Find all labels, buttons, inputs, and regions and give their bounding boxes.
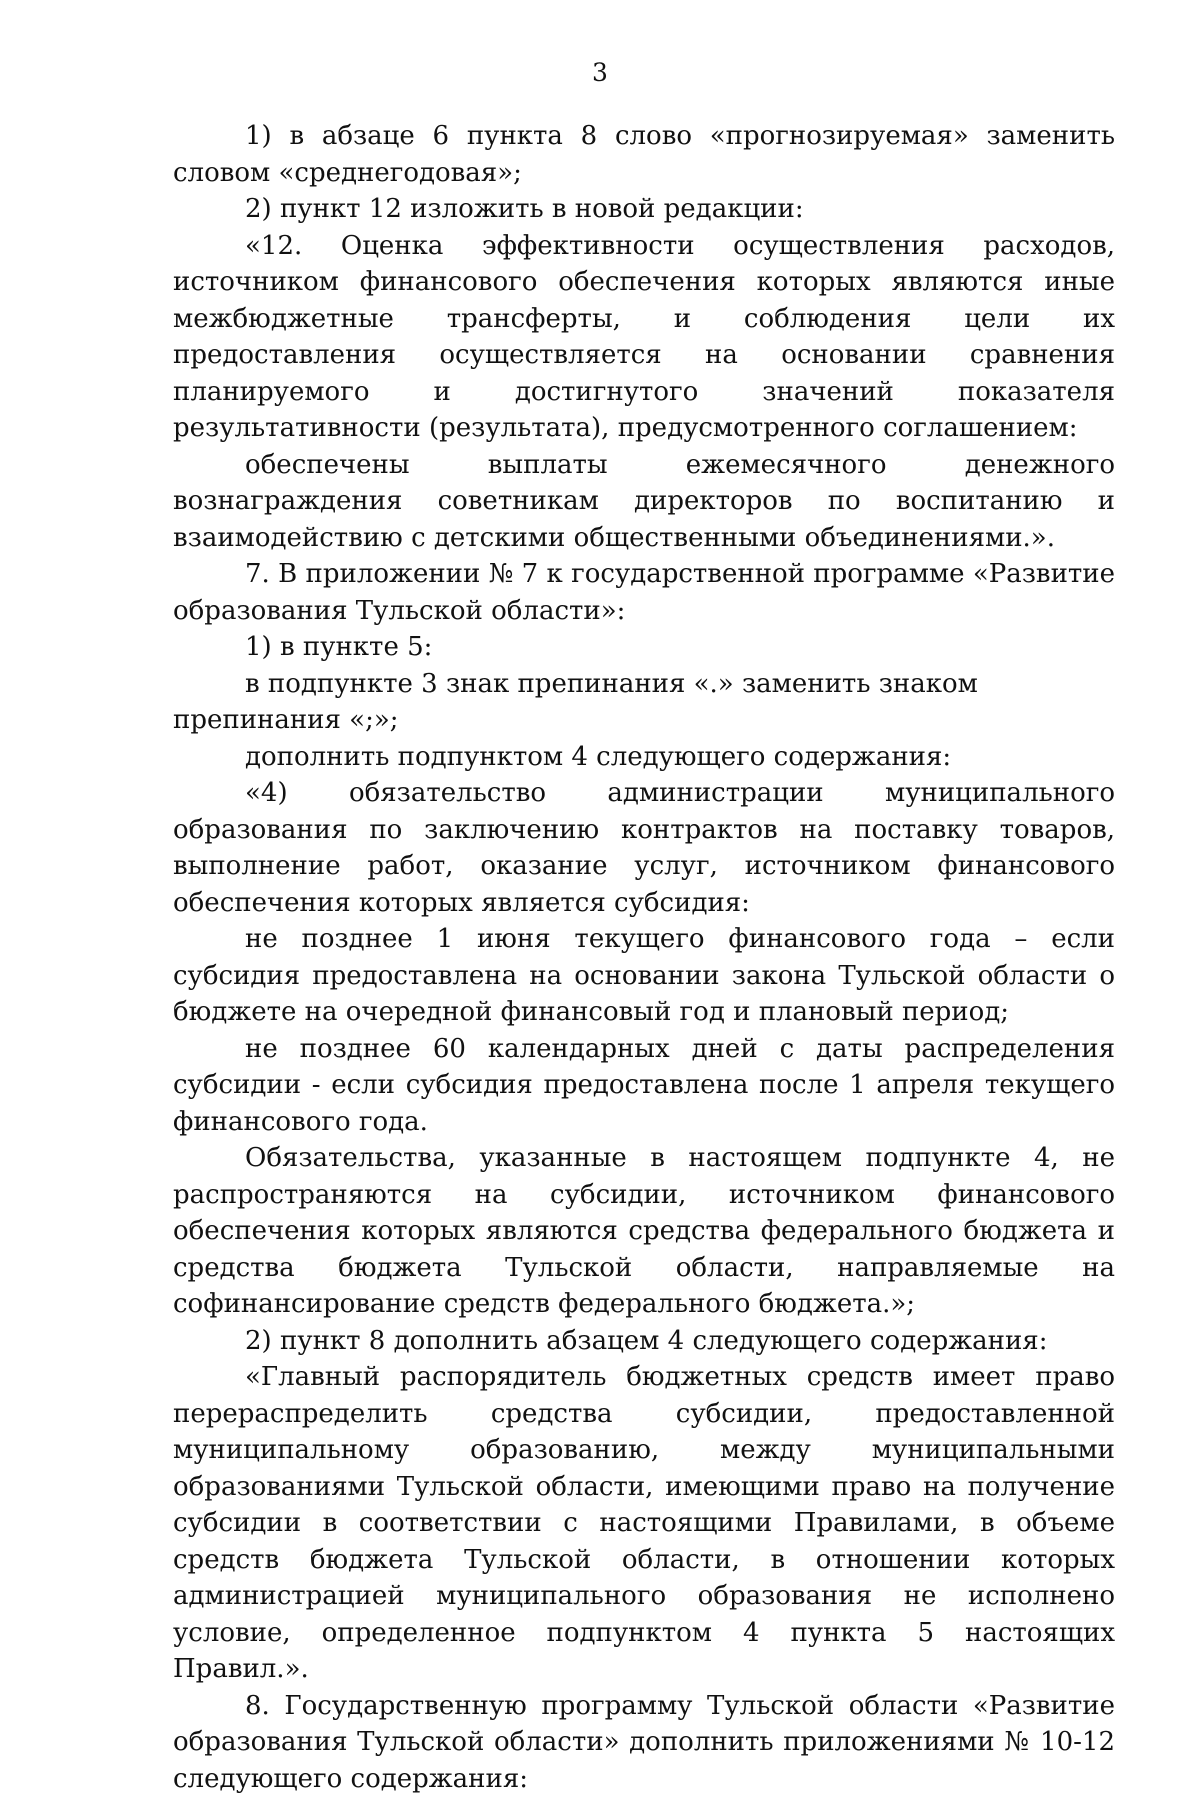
paragraph-6: 1) в пункте 5: <box>173 629 1115 666</box>
paragraph-8: дополнить подпунктом 4 следующего содержания: <box>173 739 1115 776</box>
paragraph-2: 2) пункт 12 изложить в новой редакции: <box>173 191 1115 228</box>
paragraph-7: в подпункте 3 знак препинания «.» заменить знаком препинания «;»; <box>173 666 1115 739</box>
page-number: 3 <box>0 58 1200 88</box>
paragraph-5: 7. В приложении № 7 к государственной программе «Развитие образования Тульской области»: <box>173 556 1115 629</box>
paragraph-10: не позднее 1 июня текущего финансового года – если субсидия предоставлена на основании закона Тульской области о бюджете на очередной финансовый год и плановый период; <box>173 921 1115 1031</box>
paragraph-13: 2) пункт 8 дополнить абзацем 4 следующего содержания: <box>173 1323 1115 1360</box>
paragraph-15: 8. Государственную программу Тульской области «Развитие образования Тульской области» дополнить приложениями № 10-12 следующего содержания: <box>173 1688 1115 1797</box>
paragraph-9: «4) обязательство администрации муниципального образования по заключению контрактов на поставку товаров, выполнение работ, оказание услуг, источником финансового обеспечения которых является субсидия: <box>173 775 1115 921</box>
paragraph-11: не позднее 60 календарных дней с даты распределения субсидии - если субсидия предоставлена после 1 апреля текущего финансового года. <box>173 1031 1115 1141</box>
paragraph-14: «Главный распорядитель бюджетных средств имеет право перераспределить средства субсидии, предоставленной муниципальному образованию, между муниципальными образованиями Тульской области, имеющими право на получение субсидии в соответствии с настоящими Правилами, в объеме средств бюджета Тульской области, в отношении которых администрацией муниципального образования не исполнено условие, определенное подпунктом 4 пункта 5 настоящих Правил.». <box>173 1359 1115 1688</box>
document-body <box>173 118 1115 1797</box>
paragraph-1: 1) в абзаце 6 пункта 8 слово «прогнозируемая» заменить словом «среднегодовая»; <box>173 118 1115 191</box>
paragraph-12: Обязательства, указанные в настоящем подпункте 4, не распространяются на субсидии, источником финансового обеспечения которых являются средства федерального бюджета и средства бюджета Тульской области, направляемые на софинансирование средств федерального бюджета.»; <box>173 1140 1115 1323</box>
paragraph-3: «12. Оценка эффективности осуществления расходов, источником финансового обеспечения которых являются иные межбюджетные трансферты, и соблюдения цели их предоставления осуществляется на основании сравнения планируемого и достигнутого значений показателя результативности (результата), предусмотренного соглашением: <box>173 228 1115 447</box>
paragraph-4: обеспечены выплаты ежемесячного денежного вознаграждения советникам директоров по воспитанию и взаимодействию с детскими общественными объединениями.». <box>173 447 1115 557</box>
